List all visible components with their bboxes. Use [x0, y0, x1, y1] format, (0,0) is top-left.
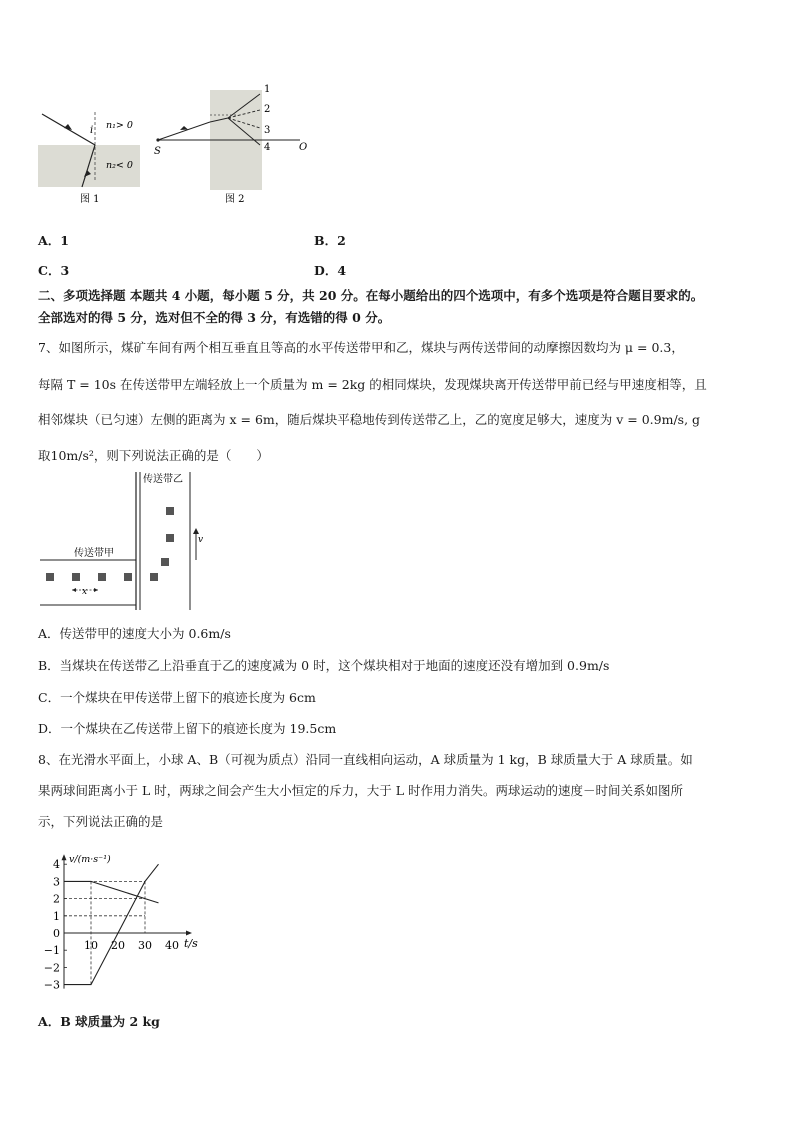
y-tick-label: −1 — [43, 944, 60, 958]
coal-block — [150, 573, 158, 581]
velocity-arrowhead — [193, 528, 199, 534]
coal-block — [124, 573, 132, 581]
x-arrow-left — [72, 588, 76, 592]
fig2-label-3: 3 — [264, 125, 271, 136]
q7-line3: 相邻煤块（已匀速）左侧的距离为 x = 6m，随后煤块平稳地传到传送带乙上，乙的宽度足够大，速度为 v = 0.9m/s, g — [38, 412, 701, 427]
x-tick-label: 20 — [111, 939, 125, 952]
y-axis-label: v/(m·s⁻¹) — [69, 854, 111, 866]
conveyor-figure — [30, 470, 210, 615]
q7-option-c: C．一个煤块在甲传送带上留下的痕迹长度为 6cm — [38, 690, 316, 705]
q7-option-a: A．传送带甲的速度大小为 0.6m/s — [38, 626, 231, 641]
y-tick-label: 0 — [53, 927, 60, 940]
fig1-label-n2: n₂< 0 — [106, 160, 133, 171]
series-line-a — [64, 881, 159, 903]
fig2-label-O: O — [299, 142, 308, 153]
coal-block — [166, 534, 174, 542]
q6-option-a: A．1 — [38, 233, 69, 248]
q8-option-a: A．B 球质量为 2 kg — [38, 1014, 160, 1029]
x-tick-label: 10 — [84, 939, 98, 952]
x-axis-label: t/s — [184, 937, 198, 950]
belt-yi-label: 传送带乙 — [143, 474, 183, 485]
fig2-ray-in — [158, 122, 210, 140]
x-tick-label: 40 — [165, 939, 179, 952]
q7-line2: 每隔 T = 10s 在传送带甲左端轻放上一个质量为 m = 2kg 的相同煤块，发现煤块离开传送带甲前已经与甲速度相等，且 — [38, 377, 707, 392]
q8-line3: 示，下列说法正确的是 — [38, 814, 164, 829]
q7-line4: 取10m/s²，则下列说法正确的是（ ） — [38, 448, 269, 463]
fig2-label-2: 2 — [264, 104, 271, 115]
optics-figures — [0, 70, 330, 210]
coal-block — [72, 573, 80, 581]
x-axis-arrow — [186, 931, 192, 936]
q7-option-d: D．一个煤块在乙传送带上留下的痕迹长度为 19.5cm — [38, 721, 337, 736]
velocity-time-chart — [30, 840, 220, 1000]
q6-option-b: B．2 — [314, 233, 346, 248]
belt-jia-label: 传送带甲 — [74, 548, 114, 559]
y-tick-label: 4 — [53, 858, 60, 872]
y-tick-label: −2 — [43, 961, 60, 975]
q8-line2: 果两球间距离小于 L 时，两球之间会产生大小恒定的斥力，大于 L 时作用力消失。两球运动的速度－时间关系如图所 — [38, 783, 683, 798]
y-axis-arrow — [62, 854, 67, 860]
q6-option-c: C．3 — [38, 263, 70, 278]
fig1-incident-ray — [42, 114, 95, 145]
q8-line1: 8、在光滑水平面上，小球 A、B（可视为质点）沿同一直线相向运动，A 球质量为 1 kg，B 球质量大于 A 球质量。如 — [38, 752, 693, 767]
section2-line2: 全部选对的得 5 分，选对但不全的得 3 分，有选错的得 0 分。 — [38, 310, 391, 325]
fig1-label-n1: n₁> 0 — [106, 120, 133, 131]
y-tick-label: 2 — [53, 892, 60, 906]
x-arrow-right — [94, 588, 98, 592]
fig2-label-4: 4 — [264, 142, 271, 153]
fig2-ray-in-arrow — [180, 126, 188, 130]
x-tick-label: 30 — [138, 939, 152, 952]
fig2-label-1: 1 — [264, 84, 271, 95]
q7-option-b: B．当煤块在传送带乙上沿垂直于乙的速度减为 0 时，这个煤块相对于地面的速度还没有增加到 0.9m/s — [38, 658, 610, 673]
coal-block — [161, 558, 169, 566]
fig1-label-i: i — [90, 125, 94, 136]
coal-block — [98, 573, 106, 581]
q6-option-d: D．4 — [314, 263, 347, 278]
fig1-caption: 图 1 — [80, 194, 100, 205]
series-line-b — [64, 864, 159, 984]
x-label: x — [82, 587, 88, 597]
y-tick-label: −3 — [43, 978, 60, 992]
fig2-caption: 图 2 — [225, 194, 245, 205]
velocity-label: v — [198, 535, 204, 545]
coal-block — [166, 507, 174, 515]
q7-line1: 7、如图所示，煤矿车间有两个相互垂直且等高的水平传送带甲和乙，煤块与两传送带间的动摩擦因数均为 μ = 0.3， — [38, 340, 684, 355]
fig2-label-S: S — [154, 146, 161, 157]
y-tick-label: 3 — [53, 875, 60, 889]
y-tick-label: 1 — [53, 909, 60, 923]
section2-line1: 二、多项选择题 本题共 4 小题，每小题 5 分，共 20 分。在每小题给出的四个选项中，有多个选项是符合题目要求的。 — [38, 288, 704, 303]
coal-block — [46, 573, 54, 581]
